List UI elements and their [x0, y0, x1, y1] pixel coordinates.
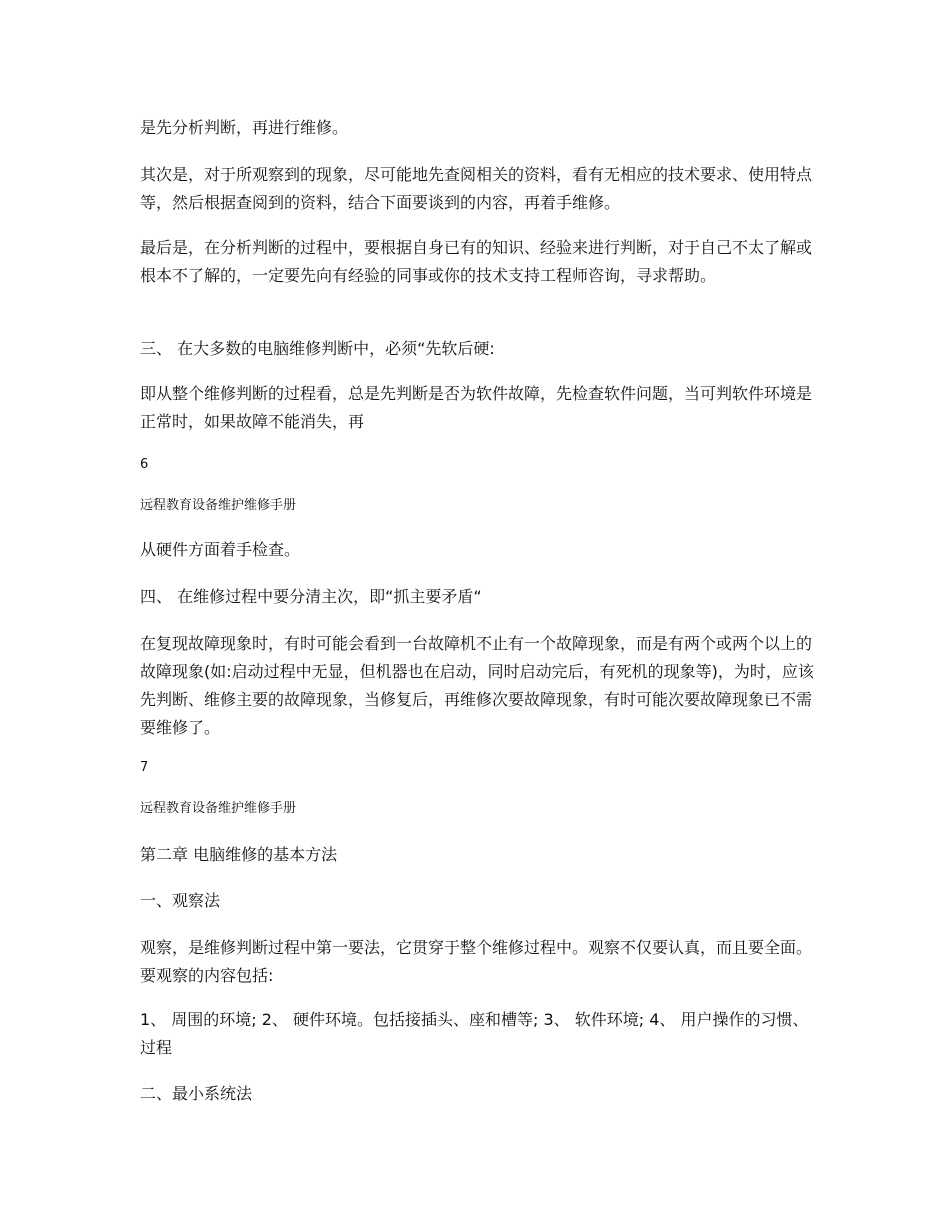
chapter-title: 第二章 电脑维修的基本方法 — [140, 845, 338, 864]
page-number-7: 7 — [140, 760, 149, 775]
section-heading-minimal-system: 二、最小系统法 — [140, 1084, 253, 1103]
running-header-page-6: 远程教育设备维护维修手册 — [140, 498, 297, 513]
running-header-page-7: 远程教育设备维护维修手册 — [140, 801, 297, 816]
paragraph-main-fault: 在复现故障现象时，有时可能会看到一台故障机不止有一个故障现象，而是有两个或两个以上的故障现象(如:启动过程中无显，但机器也在启动，同时启动完后，有死机的现象等)，为时，应该先判断、维修主要的故障现象，当修复后，再维修次要故障现象，有时可能次要故障现象已不需要维修了。 — [140, 634, 814, 737]
paragraph-second-point: 其次是，对于所观察到的现象，尽可能地先查阅相关的资料，看有无相应的技术要求、使用特点等，然后根据查阅到的资料，结合下面要谈到的内容，再着手维修。 — [140, 165, 813, 212]
section-heading-four: 四、 在维修过程中要分清主次，即“抓主要矛盾“ — [140, 587, 482, 606]
paragraph-observation-items: 1、 周围的环境; 2、 硬件环境。包括接插头、座和槽等; 3、 软件环境; 4、 用户操作的习惯、过程 — [140, 1010, 809, 1057]
paragraph-observation: 观察，是维修判断过程中第一要法，它贯穿于整个维修过程中。观察不仅要认真，而且要全面。要观察的内容包括: — [140, 938, 813, 985]
paragraph-conclusion-first: 是先分析判断，再进行维修。 — [140, 118, 349, 137]
paragraph-hardware-check: 从硬件方面着手检查。 — [140, 540, 301, 559]
paragraph-last-point: 最后是，在分析判断的过程中，要根据自身已有的知识、经验来进行判断，对于自己不太了解或根本不了解的，一定要先向有经验的同事或你的技术支持工程师咨询，寻求帮助。 — [140, 238, 813, 285]
paragraph-software-first: 即从整个维修判断的过程看，总是先判断是否为软件故障，先检查软件问题，当可判软件环境是正常时，如果故障不能消失，再 — [140, 384, 813, 431]
page-number-6: 6 — [140, 457, 149, 472]
section-heading-three: 三、 在大多数的电脑维修判断中，必须“先软后硬: — [140, 339, 495, 358]
section-heading-observation: 一、观察法 — [140, 891, 221, 910]
